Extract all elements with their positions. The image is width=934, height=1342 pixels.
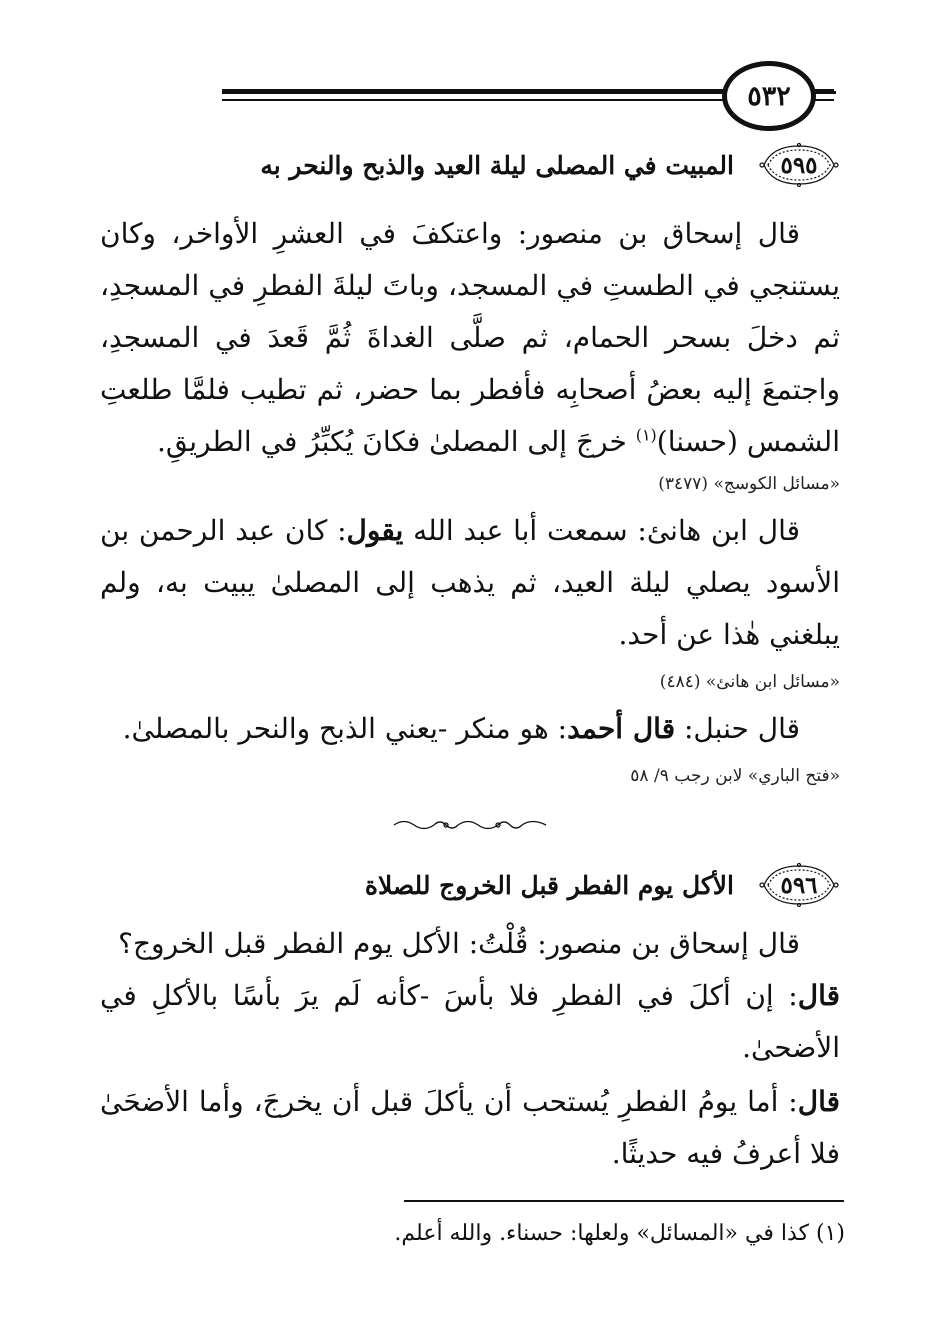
paragraph-text: قال إسحاق بن منصور: قُلْتُ: الأكل يوم الفطر قبل الخروج؟	[118, 927, 800, 960]
paragraph-text: خرجَ إلى المصلىٰ فكانَ يُكبِّرُ في الطريقِ.	[156, 425, 636, 458]
section-number: ٥٩٥	[780, 151, 818, 179]
paragraph-text: : كان عبد الرحمن بن الأسود يصلي ليلة العيد، ثم يذهب إلى المصلىٰ يبيت به، ولم يبلغني هٰذا عن أحد.	[100, 514, 840, 651]
footnote	[100, 1216, 845, 1252]
page-number: ٥٣٢	[722, 61, 816, 131]
section-heading-596	[90, 862, 840, 908]
paragraph	[100, 208, 840, 468]
section-title: المبيت في المصلى ليلة العيد والذبح والنحر به	[260, 150, 734, 180]
emphasis-text: قال أحمد	[567, 712, 676, 745]
emphasis-text: قال	[797, 1085, 840, 1118]
paragraph	[100, 918, 840, 970]
paragraph-text: قال إسحاق بن منصور: واعتكفَ في العشرِ الأواخر، وكان يستنجي في الطستِ في المسجد، وباتَ ليلةَ الفطرِ في المسجدِ، ثم دخلَ بسحر الحمام، ثم صلَّى الغداةَ ثُمَّ قَعدَ في المسجدِ، واجتمعَ إليه بعضُ أصحابِه فأفطر بما حضر، ثم تطيب فلمَّا طلعتِ الشمس (حسنا)	[100, 217, 840, 458]
emphasis-text: قال	[797, 979, 840, 1012]
paragraph-text: : أما يومُ الفطرِ يُستحب أن يأكلَ قبل أن يخرجَ، وأما الأضحَىٰ فلا أعرفُ فيه حديثًا.	[100, 1085, 840, 1170]
footnote-ref[interactable]: (١)	[635, 425, 657, 445]
paragraph	[100, 970, 840, 1074]
section-heading-595	[90, 142, 840, 188]
paragraph	[100, 703, 840, 755]
section-number-badge	[758, 862, 840, 908]
section-number-badge	[758, 142, 840, 188]
paragraph-text: : إن أكلَ في الفطرِ فلا بأسَ -كأنه لَم يرَ بأسًا بالأكلِ في الأضحىٰ.	[100, 979, 840, 1064]
footnote-separator	[404, 1200, 844, 1202]
section-title: الأكل يوم الفطر قبل الخروج للصلاة	[364, 870, 734, 900]
paragraph	[100, 505, 840, 661]
header-rule-stub	[816, 91, 836, 94]
paragraph-text: قال حنبل:	[675, 712, 800, 745]
footnote-text: كذا في «المسائل» ولعلها: حسناء. والله أعلم.	[394, 1221, 809, 1246]
paragraph-text: : هو منكر -يعني الذبح والنحر بالمصلىٰ.	[122, 712, 568, 745]
paragraph	[100, 1076, 840, 1180]
source-citation: «مسائل الكوسج» (٣٤٧٧)	[658, 474, 840, 494]
source-citation: «فتح الباري» لابن رجب ٩/ ٥٨	[630, 766, 840, 786]
source-citation: «مسائل ابن هانئ» (٤٨٤)	[659, 672, 840, 692]
footnote-marker: (١)	[815, 1221, 845, 1246]
paragraph-text: قال ابن هانئ: سمعت أبا عبد الله	[403, 514, 800, 547]
section-number: ٥٩٦	[780, 871, 818, 899]
separator-ornament-icon	[390, 816, 550, 834]
emphasis-text: يقول	[346, 514, 404, 547]
